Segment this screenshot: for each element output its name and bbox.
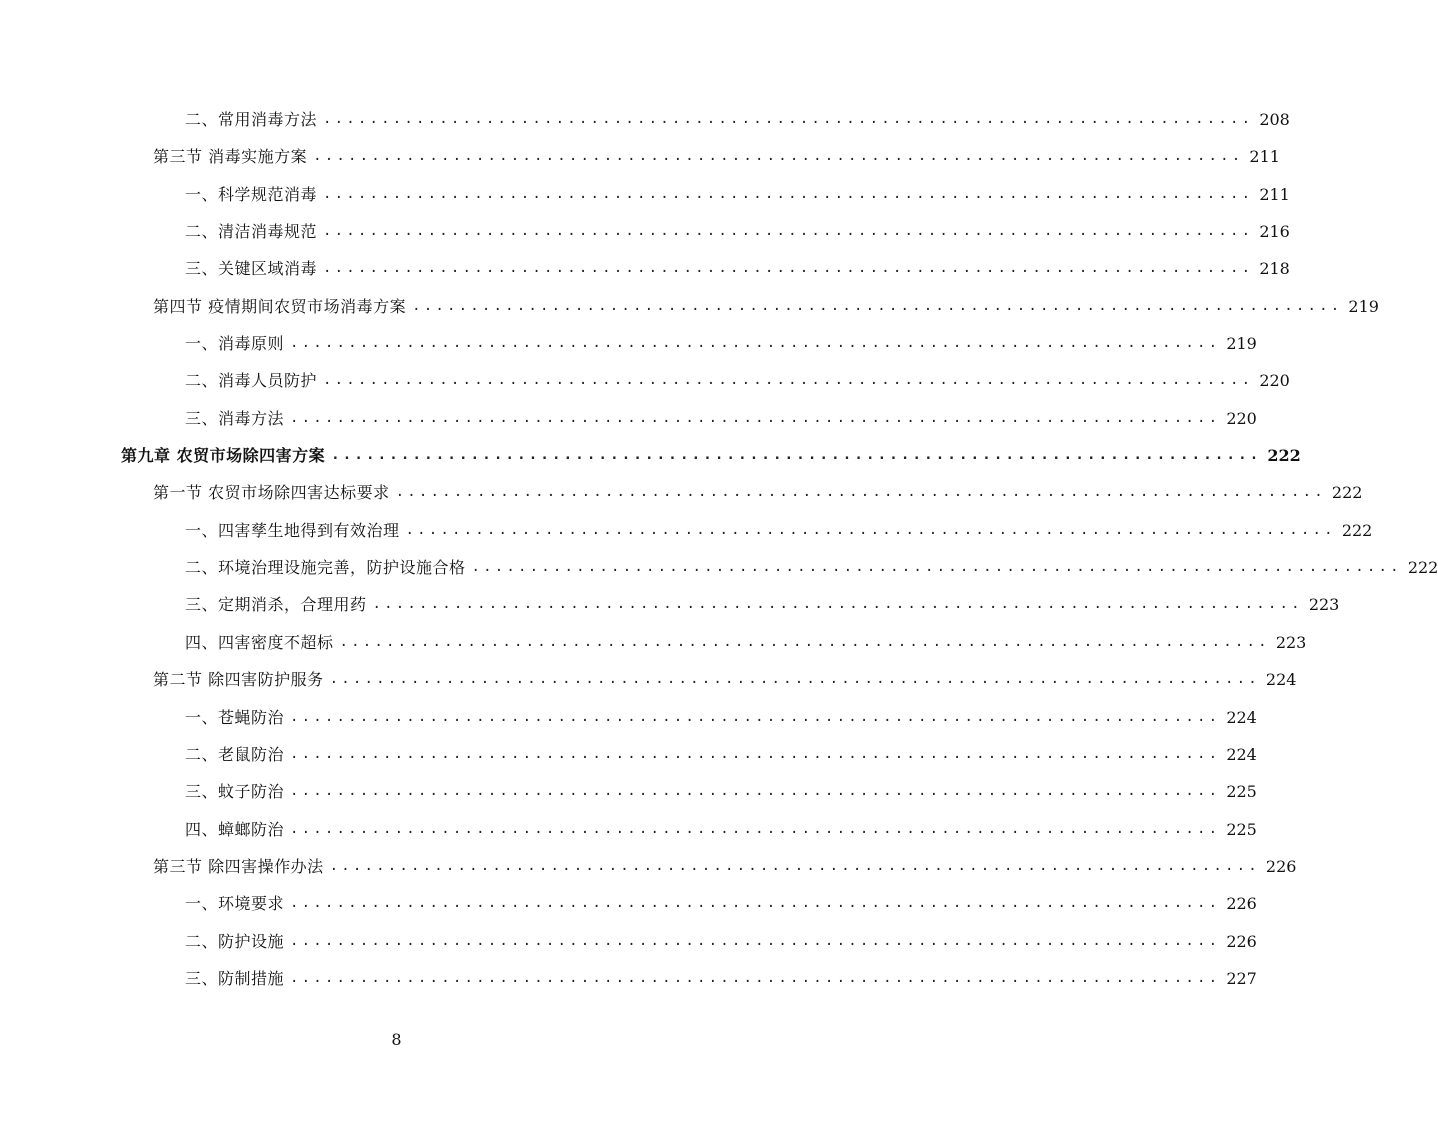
toc-subsection-entry[interactable] xyxy=(0,362,1290,399)
toc-dot-leader: ................................................................................ xyxy=(290,335,1221,352)
toc-subsection-entry[interactable] xyxy=(0,885,1257,922)
toc-entry-title: 一、科学规范消毒 xyxy=(185,184,318,204)
toc-subsection-entry[interactable] xyxy=(0,325,1257,362)
toc-entry-title: 第四节 疫情期间农贸市场消毒方案 xyxy=(153,296,407,316)
toc-section-entry[interactable] xyxy=(0,848,1297,885)
toc-section-entry[interactable] xyxy=(0,288,1379,325)
toc-dot-leader: ................................................................................ xyxy=(471,559,1402,576)
toc-dot-leader: ................................................................................ xyxy=(323,372,1254,389)
toc-entry-page: 219 xyxy=(1348,296,1379,316)
toc-entry-title: 第三节 消毒实施方案 xyxy=(153,147,308,167)
toc-entry-page: 223 xyxy=(1308,595,1340,615)
toc-entry-title: 二、消毒人员防护 xyxy=(185,371,318,391)
toc-dot-leader: ................................................................................ xyxy=(290,708,1221,725)
toc-entry-title: 一、四害孳生地得到有效治理 xyxy=(185,520,400,540)
toc-dot-leader: ................................................................................ xyxy=(290,932,1221,949)
toc-entry-title: 第一节 农贸市场除四害达标要求 xyxy=(153,483,390,503)
toc-subsection-entry[interactable] xyxy=(0,512,1373,549)
toc-entry-title: 四、蟑螂防治 xyxy=(185,819,285,839)
toc-entry-title: 二、清洁消毒规范 xyxy=(185,222,318,242)
toc-dot-leader: ................................................................................ xyxy=(339,633,1270,650)
toc-entry-title: 四、四害密度不超标 xyxy=(185,632,334,652)
toc-entry-page: 224 xyxy=(1226,744,1257,764)
toc-entry-title: 二、老鼠防治 xyxy=(185,744,285,764)
toc-dot-leader: ................................................................................ xyxy=(290,409,1221,426)
table-of-contents xyxy=(0,101,1438,997)
toc-dot-leader: ................................................................................ xyxy=(290,745,1221,762)
toc-dot-leader: ................................................................................ xyxy=(329,857,1260,874)
toc-dot-leader: ................................................................................ xyxy=(290,895,1221,912)
toc-entry-page: 226 xyxy=(1265,856,1297,876)
toc-entry-title: 第九章 农贸市场除四害方案 xyxy=(121,446,326,466)
toc-section-entry[interactable] xyxy=(0,474,1363,511)
toc-dot-leader: ................................................................................ xyxy=(290,820,1221,837)
page-number: 8 xyxy=(391,1030,402,1049)
toc-entry-page: 222 xyxy=(1267,446,1301,466)
toc-subsection-entry[interactable] xyxy=(0,250,1290,287)
toc-subsection-entry[interactable] xyxy=(0,586,1340,623)
toc-dot-leader: ................................................................................ xyxy=(323,223,1254,240)
toc-entry-page: 211 xyxy=(1249,147,1280,167)
toc-subsection-entry[interactable] xyxy=(0,549,1438,586)
toc-entry-page: 227 xyxy=(1226,968,1257,988)
toc-subsection-entry[interactable] xyxy=(0,101,1290,138)
toc-subsection-entry[interactable] xyxy=(0,923,1257,960)
toc-entry-page: 211 xyxy=(1259,184,1290,204)
toc-subsection-entry[interactable] xyxy=(0,811,1257,848)
toc-entry-page: 219 xyxy=(1226,334,1257,354)
toc-entry-page: 225 xyxy=(1226,819,1257,839)
toc-dot-leader: ................................................................................ xyxy=(313,148,1244,165)
toc-dot-leader: ................................................................................ xyxy=(323,185,1254,202)
toc-entry-page: 218 xyxy=(1259,259,1290,279)
toc-subsection-entry[interactable] xyxy=(0,213,1290,250)
toc-entry-page: 226 xyxy=(1226,931,1257,951)
toc-subsection-entry[interactable] xyxy=(0,400,1257,437)
toc-subsection-entry[interactable] xyxy=(0,736,1257,773)
toc-dot-leader: ................................................................................ xyxy=(323,111,1254,127)
toc-dot-leader: ................................................................................ xyxy=(412,297,1343,314)
toc-entry-page: 224 xyxy=(1226,707,1257,727)
toc-entry-title: 三、定期消杀，合理用药 xyxy=(185,595,367,615)
toc-entry-title: 三、蚊子防治 xyxy=(185,782,285,802)
toc-dot-leader: ................................................................................ xyxy=(331,447,1262,464)
toc-entry-page: 222 xyxy=(1341,520,1373,540)
toc-dot-leader: ................................................................................ xyxy=(395,484,1326,501)
toc-entry-page: 225 xyxy=(1226,782,1257,802)
toc-entry-title: 三、防制措施 xyxy=(185,968,285,988)
toc-entry-page: 220 xyxy=(1226,408,1257,428)
toc-entry-page: 220 xyxy=(1259,371,1290,391)
toc-entry-title: 二、常用消毒方法 xyxy=(185,110,318,129)
toc-section-entry[interactable] xyxy=(0,138,1280,175)
toc-subsection-entry[interactable] xyxy=(0,960,1257,997)
toc-entry-title: 一、消毒原则 xyxy=(185,334,285,354)
toc-entry-title: 一、苍蝇防治 xyxy=(185,707,285,727)
toc-entry-title: 二、防护设施 xyxy=(185,931,285,951)
toc-entry-title: 三、消毒方法 xyxy=(185,408,285,428)
toc-subsection-entry[interactable] xyxy=(0,699,1257,736)
toc-entry-page: 222 xyxy=(1331,483,1363,503)
toc-subsection-entry[interactable] xyxy=(0,624,1307,661)
toc-entry-title: 二、环境治理设施完善，防护设施合格 xyxy=(185,558,466,578)
toc-subsection-entry[interactable] xyxy=(0,176,1290,213)
toc-entry-page: 224 xyxy=(1265,670,1297,690)
toc-entry-title: 第二节 除四害防护服务 xyxy=(153,670,324,690)
toc-entry-page: 216 xyxy=(1259,222,1290,242)
toc-entry-title: 三、关键区域消毒 xyxy=(185,259,318,279)
toc-entry-page: 222 xyxy=(1407,558,1438,578)
toc-chapter-entry[interactable] xyxy=(0,437,1301,474)
toc-section-entry[interactable] xyxy=(0,661,1297,698)
toc-dot-leader: ................................................................................ xyxy=(290,969,1221,986)
toc-entry-page: 226 xyxy=(1226,894,1257,914)
toc-dot-leader: ................................................................................ xyxy=(405,521,1336,538)
toc-entry-page: 208 xyxy=(1259,110,1290,129)
toc-dot-leader: ................................................................................ xyxy=(372,596,1303,613)
toc-subsection-entry[interactable] xyxy=(0,773,1257,810)
toc-dot-leader: ................................................................................ xyxy=(329,671,1260,688)
toc-entry-title: 第三节 除四害操作办法 xyxy=(153,856,324,876)
toc-dot-leader: ................................................................................ xyxy=(290,783,1221,800)
toc-dot-leader: ................................................................................ xyxy=(323,260,1254,277)
toc-entry-page: 223 xyxy=(1275,632,1307,652)
toc-entry-title: 一、环境要求 xyxy=(185,894,285,914)
